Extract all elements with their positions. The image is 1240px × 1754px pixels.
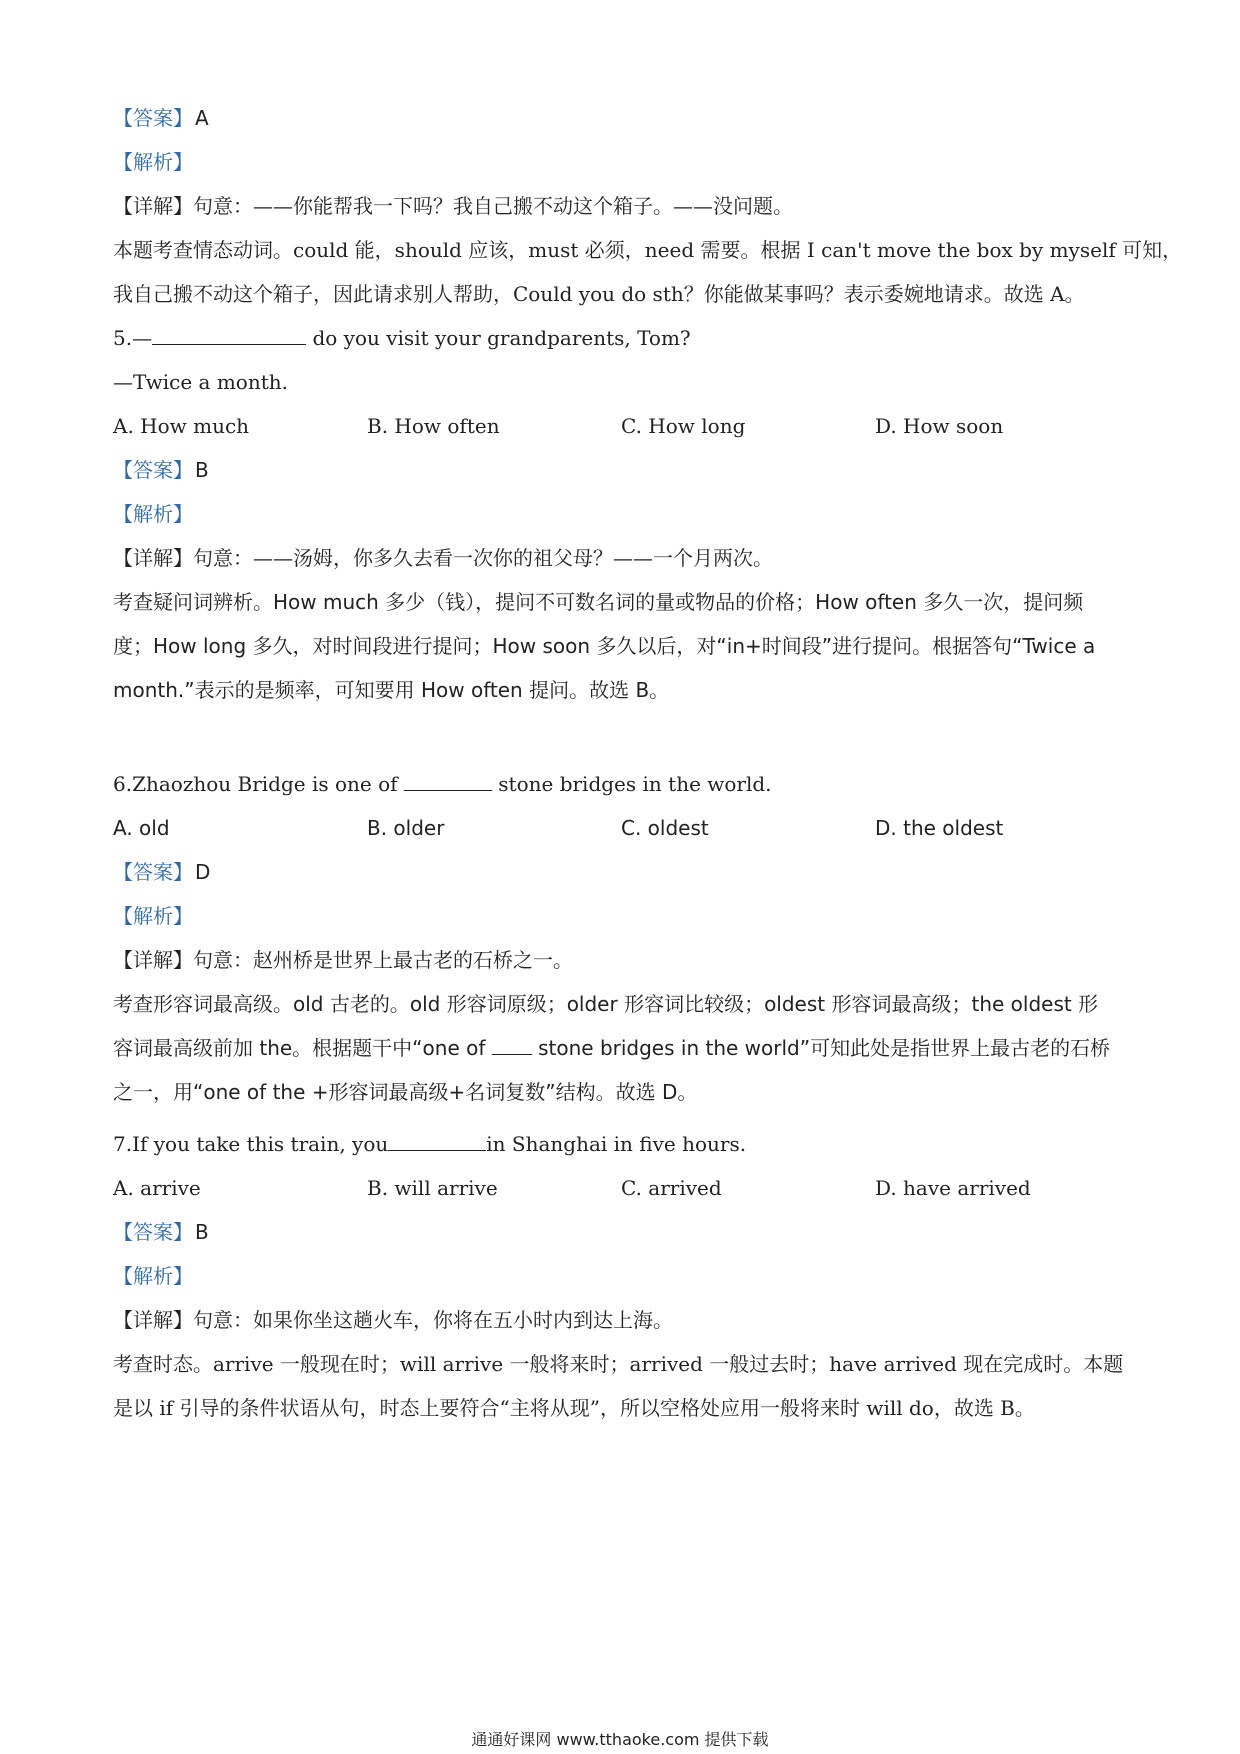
q7-detail-line: [113, 1306, 1133, 1334]
q7-explanation-2: 是以 if 引导的条件状语从句，时态上要符合“主将从现”，所以空格处应用一般将来时 will do，故选 B。: [113, 1396, 1035, 1420]
q7-stem-suffix: in Shanghai in five hours.: [486, 1132, 747, 1156]
answer-tag: 【答案】: [113, 860, 193, 884]
q7-analysis-line: [113, 1262, 1133, 1290]
q5-stem-suffix: do you visit your grandparents, Tom?: [306, 326, 691, 350]
q6-explanation-2-prefix: 容词最高级前加 the。根据题干中“one of: [113, 1036, 492, 1060]
q6-detail-line: [113, 946, 1133, 974]
q7-option-b: B. will arrive: [367, 1176, 498, 1200]
answer-value: B: [195, 1220, 209, 1244]
detail-meaning: 句意：如果你坐这趟火车，你将在五小时内到达上海。: [193, 1308, 673, 1332]
q6-stem-prefix: 6.Zhaozhou Bridge is one of: [113, 772, 404, 796]
answer-tag: 【答案】: [113, 106, 193, 130]
q7-option-c: C. arrived: [621, 1176, 722, 1200]
q5-detail-line: [113, 544, 1133, 572]
q5-answer-line: [113, 456, 1133, 484]
q6-option-c: C. oldest: [621, 816, 709, 840]
q7-answer-line: [113, 1218, 1133, 1246]
q6-analysis-line: [113, 902, 1133, 930]
q6-explanation-3: 之一，用“one of the +形容词最高级+名词复数”结构。故选 D。: [113, 1080, 698, 1104]
analysis-tag: 【解析】: [113, 502, 193, 526]
detail-tag: 【详解】: [113, 948, 193, 972]
q4-detail-line: [113, 192, 1133, 220]
q6-option-b: B. older: [367, 816, 445, 840]
q4-answer-line: [113, 104, 1133, 132]
analysis-tag: 【解析】: [113, 150, 193, 174]
detail-meaning: 句意：——你能帮我一下吗？我自己搬不动这个箱子。——没问题。: [193, 194, 793, 218]
q6-option-d: D. the oldest: [875, 816, 1004, 840]
q7-stem-prefix: 7.If you take this train, you: [113, 1132, 389, 1156]
answer-tag: 【答案】: [113, 458, 193, 482]
answer-value: A: [195, 106, 209, 130]
q6-answer-line: [113, 858, 1133, 886]
detail-tag: 【详解】: [113, 1308, 193, 1332]
q4-explanation-1: 本题考查情态动词。could 能，should 应该，must 必须，need 需要。根据 I can't move the box by myself 可知，: [113, 238, 1183, 262]
q5-explanation-1: 考查疑问词辨析。How much 多少（钱），提问不可数名词的量或物品的价格；How often 多久一次，提问频: [113, 590, 1084, 614]
q5-explanation-3: month.”表示的是频率，可知要用 How often 提问。故选 B。: [113, 678, 670, 702]
q6-explanation-1: 考查形容词最高级。old 古老的。old 形容词原级；older 形容词比较级；oldest 形容词最高级；the oldest 形: [113, 992, 1099, 1016]
q5-option-c: C. How long: [621, 414, 746, 438]
q7-option-d: D. have arrived: [875, 1176, 1031, 1200]
q6-explanation-2-suffix: stone bridges in the world”可知此处是指世界上最古老的石桥: [531, 1036, 1111, 1060]
q5-stem-prefix: 5.—: [113, 326, 153, 350]
q6-blank: [404, 770, 492, 791]
q5-explanation-2: 度；How long 多久，对时间段进行提问；How soon 多久以后，对“in+时间段”进行提问。根据答句“Twice a: [113, 634, 1096, 658]
answer-tag: 【答案】: [113, 1220, 193, 1244]
q5-option-b: B. How often: [367, 414, 500, 438]
q5-stem: [113, 324, 1133, 352]
q7-explanation-1: 考查时态。arrive 一般现在时；will arrive 一般将来时；arrived 一般过去时；have arrived 现在完成时。本题: [113, 1352, 1124, 1376]
analysis-tag: 【解析】: [113, 1264, 193, 1288]
answer-value: B: [195, 458, 209, 482]
detail-tag: 【详解】: [113, 194, 193, 218]
q5-blank: [152, 324, 306, 345]
detail-meaning: 句意：——汤姆，你多久去看一次你的祖父母？——一个月两次。: [193, 546, 773, 570]
q6-option-a: A. old: [113, 816, 170, 840]
q4-explanation-2: 我自己搬不动这个箱子，因此请求别人帮助，Could you do sth？你能做某事吗？表示委婉地请求。故选 A。: [113, 282, 1085, 306]
q7-option-a: A. arrive: [113, 1176, 201, 1200]
q4-analysis-line: [113, 148, 1133, 176]
q6-stem: [113, 770, 1133, 798]
analysis-tag: 【解析】: [113, 904, 193, 928]
q5-analysis-line: [113, 500, 1133, 528]
detail-meaning: 句意：赵州桥是世界上最古老的石桥之一。: [193, 948, 573, 972]
q7-blank: [388, 1130, 486, 1151]
q6-explanation-2: [113, 1034, 1133, 1062]
q5-option-a: A. How much: [113, 414, 250, 438]
q6-explanation-blank: [492, 1034, 532, 1055]
answer-value: D: [195, 860, 211, 884]
q5-reply: —Twice a month.: [113, 370, 288, 394]
q5-option-d: D. How soon: [875, 414, 1004, 438]
q7-stem: [113, 1130, 1133, 1158]
detail-tag: 【详解】: [113, 546, 193, 570]
page-footer: 通通好课网 www.tthaoke.com 提供下载: [471, 1730, 769, 1749]
q6-stem-suffix: stone bridges in the world.: [491, 772, 772, 796]
